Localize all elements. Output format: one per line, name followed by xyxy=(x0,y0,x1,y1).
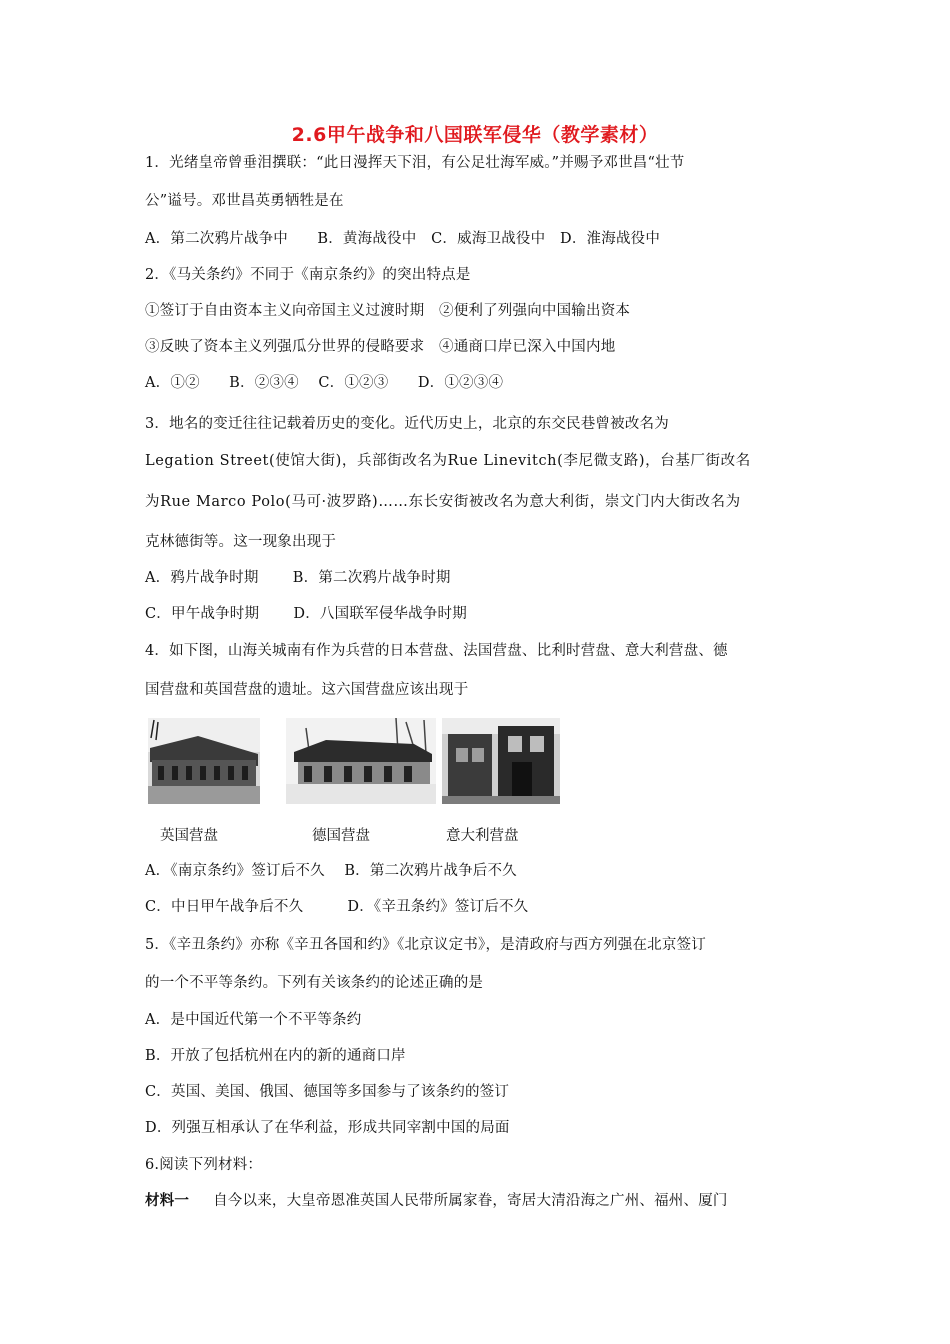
caption-british-camp: 英国营盘 xyxy=(160,828,218,844)
page-title: 2.6甲午战争和八国联军侵华（教学素材） xyxy=(291,124,659,146)
q1-line-2: 公”谥号。邓世昌英勇牺牲是在 xyxy=(145,193,344,209)
q5-line-1: 5．《辛丑条约》亦称《辛丑各国和约》《北京议定书》，是清政府与西方列强在北京签订 xyxy=(145,937,706,953)
q4-options-2: C．中日甲午战争后不久 D．《辛丑条约》签订后不久 xyxy=(145,899,529,915)
q2-items-2: ③反映了资本主义列强瓜分世界的侵略要求 ④通商口岸已深入中国内地 xyxy=(145,339,616,355)
q3-options-1: A．鸦片战争时期 B．第二次鸦片战争时期 xyxy=(145,570,451,586)
q3-line-4: 克林德街等。这一现象出现于 xyxy=(145,534,337,550)
q5-option-a: A．是中国近代第一个不平等条约 xyxy=(145,1012,362,1028)
q1-line-1: 1．光绪皇帝曾垂泪撰联：“此日漫挥天下泪，有公足壮海军威。”并赐予邓世昌“壮节 xyxy=(145,155,685,171)
q2-options: A．①② B．②③④ C．①②③ D．①②③④ xyxy=(145,375,504,391)
q4-options-1: A．《南京条约》签订后不久 B．第二次鸦片战争后不久 xyxy=(145,863,517,879)
material-text: 自今以来，大皇帝恩准英国人民带所属家眷，寄居大清沿海之广州、福州、厦门 xyxy=(213,1193,728,1209)
material-one xyxy=(145,1191,728,1211)
q5-option-b: B．开放了包括杭州在内的新的通商口岸 xyxy=(145,1048,406,1064)
material-label: 材料一 xyxy=(145,1192,190,1209)
caption-german-camp: 德国营盘 xyxy=(312,828,370,844)
q3-line-2: Legation Street(使馆大街)，兵部街改名为Rue Linevitch(李尼微支路)，台基厂街改名 xyxy=(145,453,751,469)
q5-line-2: 的一个不平等条约。下列有关该条约的论述正确的是 xyxy=(145,975,484,991)
british-camp-photo xyxy=(148,718,260,804)
q3-options-2: C．甲午战争时期 D．八国联军侵华战争时期 xyxy=(145,606,467,622)
q5-option-d: D．列强互相承认了在华利益，形成共同宰割中国的局面 xyxy=(145,1120,510,1136)
q1-options: A．第二次鸦片战争中 B．黄海战役中 C．威海卫战役中 D．淮海战役中 xyxy=(145,231,661,247)
italian-camp-photo xyxy=(442,718,560,804)
q4-line-2: 国营盘和英国营盘的遗址。这六国营盘应该出现于 xyxy=(145,682,469,698)
q2-items-1: ①签订于自由资本主义向帝国主义过渡时期 ②便利了列强向中国输出资本 xyxy=(145,303,631,319)
q3-line-3: 为Rue Marco Polo(马可·波罗路)……东长安街被改名为意大利街，崇文门内大街改名为 xyxy=(145,494,741,510)
german-camp-photo xyxy=(286,718,436,804)
q5-option-c: C．英国、美国、俄国、德国等多国参与了该条约的签订 xyxy=(145,1084,510,1100)
caption-italian-camp: 意大利营盘 xyxy=(446,828,519,844)
q4-line-1: 4．如下图，山海关城南有作为兵营的日本营盘、法国营盘、比利时营盘、意大利营盘、德 xyxy=(145,643,728,659)
camp-photos xyxy=(148,718,568,810)
q3-line-1: 3．地名的变迁往往记载着历史的变化。近代历史上，北京的东交民巷曾被改名为 xyxy=(145,416,669,432)
q6-stem: 6.阅读下列材料： xyxy=(145,1157,263,1173)
q2-stem: 2．《马关条约》不同于《南京条约》的突出特点是 xyxy=(145,267,471,283)
